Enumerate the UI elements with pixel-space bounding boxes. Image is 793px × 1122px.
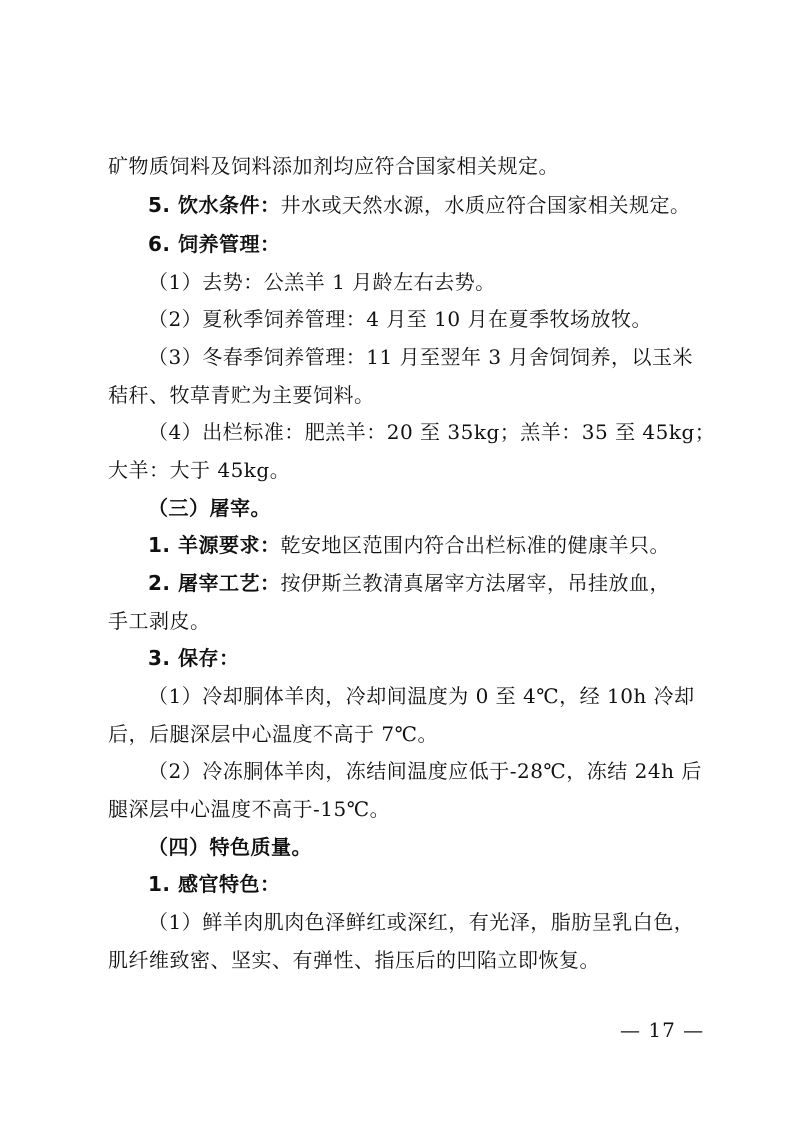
line-text: 矿物质饲料及饲料添加剂均应符合国家相关规定。	[108, 154, 559, 178]
page-number: — 17 —	[620, 1018, 705, 1042]
text-line	[0, 490, 793, 526]
text-line	[0, 301, 793, 337]
text-line	[0, 791, 793, 827]
text-line	[0, 753, 793, 789]
text-line	[0, 377, 793, 413]
text-line	[0, 678, 793, 714]
item-heading: 1. 羊源要求：	[148, 533, 281, 557]
text-line	[0, 452, 793, 488]
item-heading: 3. 保存：	[148, 646, 240, 670]
text-line	[0, 527, 793, 563]
line-text: 乾安地区范围内符合出栏标准的健康羊只。	[280, 533, 670, 557]
line-text: （3）冬春季饲养管理：11 月至翌年 3 月舍饲饲养，以玉米	[148, 345, 693, 369]
text-line	[0, 565, 793, 601]
text-line	[0, 339, 793, 375]
line-text: 后，后腿深层中心温度不高于 7℃。	[108, 722, 438, 746]
text-line	[0, 866, 793, 902]
line-text: 手工剥皮。	[108, 609, 211, 633]
item-heading: 5. 饮水条件：	[148, 193, 281, 217]
line-text: （1）去势：公羔羊 1 月龄左右去势。	[148, 270, 496, 294]
line-text: 井水或天然水源，水质应符合国家相关规定。	[280, 193, 691, 217]
line-text: （1）鲜羊肉肌肉色泽鲜红或深红，有光泽，脂肪呈乳白色，	[148, 910, 695, 934]
text-line	[0, 226, 793, 262]
text-line	[0, 187, 793, 223]
line-text: （2）夏秋季饲养管理：4 月至 10 月在夏季牧场放牧。	[148, 307, 652, 331]
item-heading: 1. 感官特色：	[148, 872, 281, 896]
line-text: 肌纤维致密、坚实、有弹性、指压后的凹陷立即恢复。	[108, 948, 600, 972]
section-heading: （四）特色质量。	[148, 835, 312, 859]
line-text: 秸秆、牧草青贮为主要饲料。	[108, 383, 375, 407]
item-heading: 6. 饲养管理：	[148, 232, 281, 256]
text-line	[0, 640, 793, 676]
text-line	[0, 603, 793, 639]
line-text: 按伊斯兰教清真屠宰方法屠宰，吊挂放血，	[280, 571, 670, 595]
text-line	[0, 264, 793, 300]
line-text: （4）出栏标准：肥羔羊：20 至 35kg；羔羊：35 至 45kg；	[148, 420, 716, 444]
line-text: （2）冷冻胴体羊肉，冻结间温度应低于-28℃，冻结 24h 后	[148, 759, 702, 783]
text-line	[0, 942, 793, 978]
line-text: 大羊：大于 45kg。	[108, 458, 291, 482]
line-text: 腿深层中心温度不高于-15℃。	[108, 797, 391, 821]
item-heading: 2. 屠宰工艺：	[148, 571, 281, 595]
text-line	[0, 716, 793, 752]
text-line	[0, 414, 793, 450]
section-heading: （三）屠宰。	[148, 496, 271, 520]
line-text: （1）冷却胴体羊肉，冷却间温度为 0 至 4℃，经 10h 冷却	[148, 684, 695, 708]
text-line	[0, 904, 793, 940]
text-line	[0, 148, 793, 184]
text-line	[0, 829, 793, 865]
